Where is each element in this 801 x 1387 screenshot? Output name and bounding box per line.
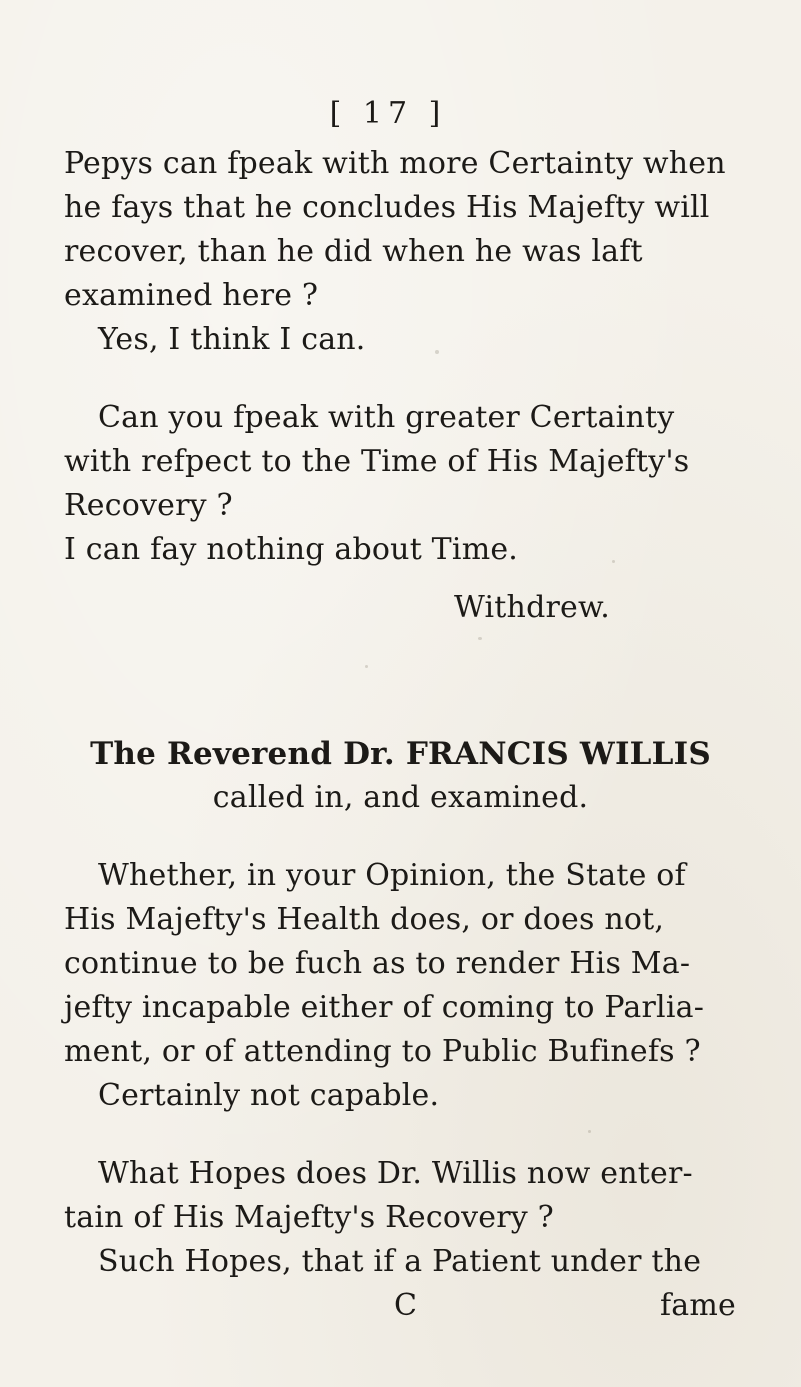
text-line: recover, than he did when he was laft [64,234,643,269]
question-line: His Majefty's Health does, or does not, [64,902,665,937]
paper-speck [612,560,615,563]
paper-speck [435,350,439,354]
question-line: Recovery ? [64,488,233,523]
examination-heading: The Reverend Dr. FRANCIS WILLIS [90,736,711,772]
question-line: tain of His Majefty's Recovery ? [64,1200,554,1235]
text-line: he fays that he concludes His Majefty will [64,190,710,225]
answer-line: Such Hopes, that if a Patient under the [98,1244,702,1279]
examination-subheading: called in, and examined. [212,780,589,815]
text-line [64,146,738,182]
paper-speck [478,637,482,640]
page-number: [ 17 ] [329,96,447,131]
answer-line: Certainly not capable. [98,1078,440,1113]
text-line: examined here ? [64,278,319,313]
answer-line: Yes, I think I can. [98,322,366,357]
paragraph-line: Pepys can fpeak with more Certainty when [64,146,726,181]
catchword: fame [660,1288,736,1323]
question-line: Can you fpeak with greater Certainty [98,400,675,435]
paper-speck [588,1130,591,1133]
paper-speck [365,665,368,668]
question-line: jefty incapable either of coming to Parlia- [64,990,705,1025]
question-line: What Hopes does Dr. Willis now enter- [98,1156,693,1191]
signature-mark: C [394,1288,418,1323]
answer-line: I can fay nothing about Time. [64,532,519,567]
question-line: Whether, in your Opinion, the State of [98,858,686,893]
question-line: ment, or of attending to Public Bufinefs ? [64,1034,701,1069]
withdrew-note: Withdrew. [454,590,611,625]
question-line: continue to be fuch as to render His Ma- [64,946,691,981]
question-line: with refpect to the Time of His Majefty's [64,444,690,479]
